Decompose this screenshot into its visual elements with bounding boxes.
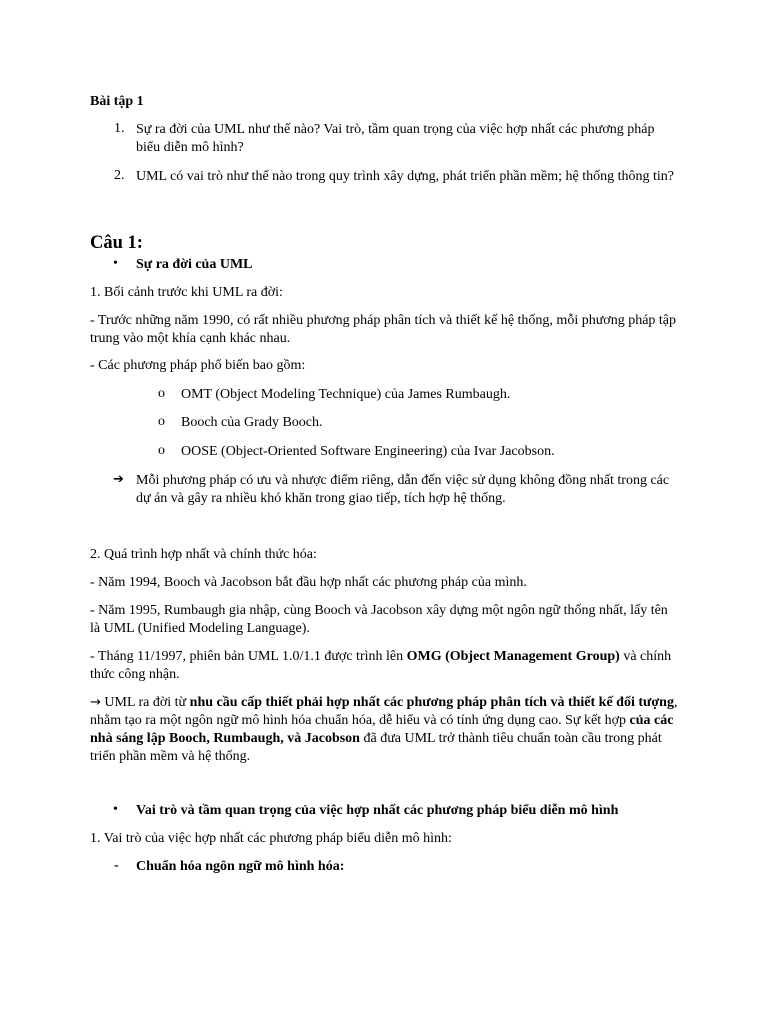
paragraph: - Năm 1995, Rumbaugh gia nhập, cùng Booch và Jacobson xây dựng một ngôn ngữ thống nhất, lấy tên là UML (Unified Modeling Language). [90,603,668,636]
sub-bullet-marker: o [158,386,165,401]
paragraph: - Các phương pháp phổ biến bao gồm: [90,358,306,373]
paragraph: - Tháng 11/1997, phiên bản UML 1.0/1.1 được trình lên OMG (Object Management Group) và chính thức công nhận. [90,649,672,682]
paragraph: - Trước những năm 1990, có rất nhiều phương pháp phân tích và thiết kế hệ thống, mỗi phương pháp tập trung vào một khía cạnh khác nhau. [90,313,677,346]
method-item: OOSE (Object-Oriented Software Engineering) của Ivar Jacobson. [181,444,555,459]
subsection-title: 2. Quá trình hợp nhất và chính thức hóa: [90,547,317,562]
bullet-title: Sự ra đời của UML [136,257,253,272]
dash-marker: - [114,858,119,873]
question-number: 2. [114,168,125,183]
method-item: OMT (Object Modeling Technique) của James Rumbaugh. [181,387,511,402]
question-number: 1. [114,121,125,136]
section-heading: Câu 1: [90,233,143,253]
bullet-title: Vai trò và tầm quan trọng của việc hợp nhất các phương pháp biểu diễn mô hình [136,803,619,818]
sub-bullet-marker: o [158,414,165,429]
exercise-title: Bài tập 1 [90,94,144,109]
method-item: Booch của Grady Booch. [181,415,323,430]
sub-bullet-marker: o [158,443,165,458]
subsection-title: 1. Vai trò của việc hợp nhất các phương pháp biểu diễn mô hình: [90,831,452,846]
arrow-icon: ➔ [113,472,124,487]
subsection-title: 1. Bối cảnh trước khi UML ra đời: [90,285,283,300]
conclusion-paragraph: Mỗi phương pháp có ưu và nhược điểm riêng, dẫn đến việc sử dụng không đồng nhất trong các dự án và gây ra nhiều khó khăn trong giao tiếp, tích hợp hệ thống. [136,473,670,506]
bullet-dot: • [113,802,118,817]
bullet-dot: • [113,256,118,271]
question-text: UML có vai trò như thế nào trong quy trình xây dựng, phát triển phần mềm; hệ thống thông tin? [136,169,675,184]
question-text: Sự ra đời của UML như thế nào? Vai trò, tầm quan trọng của việc hợp nhất các phương pháp biểu diễn mô hình? [136,122,655,155]
paragraph: - Năm 1994, Booch và Jacobson bắt đầu hợp nhất các phương pháp của mình. [90,575,527,590]
arrow-icon: → [90,695,101,710]
conclusion-paragraph: → UML ra đời từ nhu cầu cấp thiết phải hợp nhất các phương pháp phân tích và thiết kế đối tượng, nhằm tạo ra một ngôn ngữ mô hình hóa chuẩn hóa, dễ hiểu và có tính ứng dụng cao. Sự kết hợp của các nhà sáng lập Booch, Rumbaugh, và Jacobson đã đưa UML trở thành tiêu chuẩn toàn cầu trong phát triển phần mềm và hệ thống. [90,695,678,764]
list-item-title: Chuẩn hóa ngôn ngữ mô hình hóa: [136,859,345,874]
